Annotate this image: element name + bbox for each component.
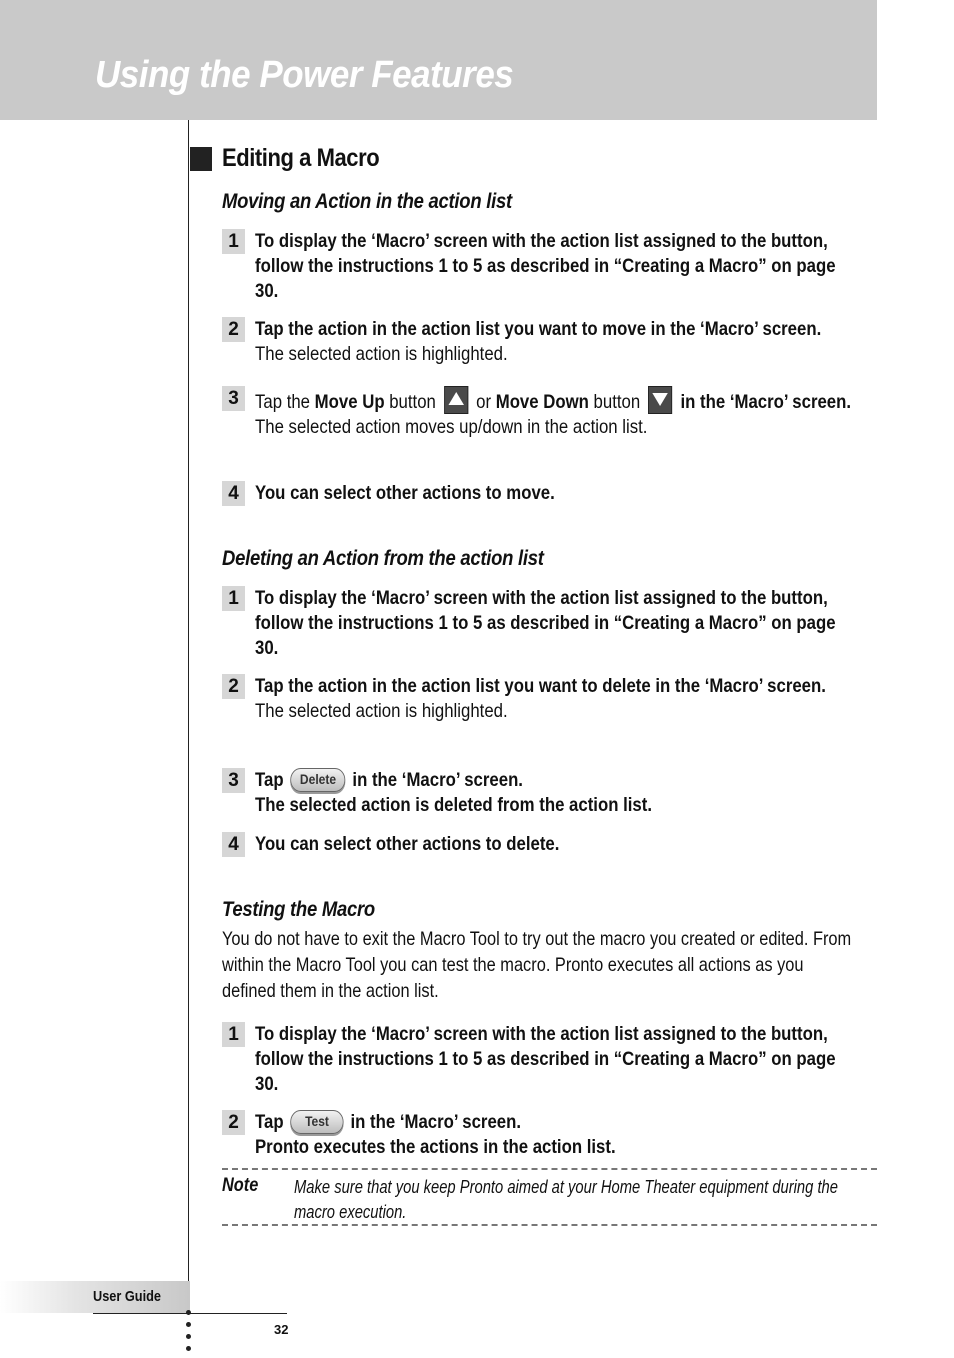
step-text: To display the ‘Macro’ screen with the action list assigned to the button, follow the instructions 1 to 5 as described in “Creating a Macro” on page 30.: [255, 587, 836, 659]
subheading-testing: Testing the Macro: [222, 898, 375, 921]
step-number: 1: [222, 1022, 245, 1047]
note-divider-bottom: [222, 1224, 877, 1226]
step-text: [255, 768, 895, 793]
step-body: [255, 674, 848, 724]
step-number: 4: [222, 481, 245, 506]
step-result: The selected action is deleted from the action list.: [255, 794, 652, 816]
step-text-part: in the ‘Macro’ screen.: [350, 1111, 522, 1133]
test-button: Test: [290, 1110, 343, 1134]
note-text: Make sure that you keep Pronto aimed at your Home Theater equipment during the macro execution.: [294, 1177, 838, 1222]
step-result: Pronto executes the actions in the action list.: [255, 1136, 616, 1158]
note-divider-top: [222, 1168, 877, 1170]
step-text: To display the ‘Macro’ screen with the action list assigned to the button, follow the instructions 1 to 5 as described in “Creating a Macro” on page 30.: [255, 230, 836, 302]
move-up-icon: [444, 386, 468, 414]
delete-button: Delete: [290, 768, 345, 792]
step-text-part: Tap: [255, 769, 284, 791]
step-number: 2: [222, 317, 245, 342]
section-marker: [190, 147, 212, 171]
testing-intro: You do not have to exit the Macro Tool to try out the macro you created or edited. From within the Macro Tool you can test the macro. Pronto executes all actions as you defined them in the action list.: [222, 928, 852, 1002]
section-title: Editing a Macro: [222, 144, 380, 172]
subheading-moving: Moving an Action in the action list: [222, 190, 512, 213]
step-number: 1: [222, 229, 245, 254]
page-number: 32: [274, 1322, 289, 1337]
step-text: To display the ‘Macro’ screen with the action list assigned to the button, follow the instructions 1 to 5 as described in “Creating a Macro” on page 30.: [255, 1023, 836, 1095]
step-number: 1: [222, 586, 245, 611]
step-text: [255, 386, 874, 415]
step-body: [255, 1110, 895, 1160]
move-up-label: Move Up: [314, 391, 385, 413]
margin-rule: [188, 120, 189, 1315]
step-result: The selected action is highlighted.: [255, 343, 508, 365]
page-header-title: Using the Power Features: [95, 54, 514, 96]
step-body: [255, 768, 895, 818]
step-text: Tap the action in the action list you want to delete in the ‘Macro’ screen.: [255, 675, 826, 697]
step-number: 3: [222, 768, 245, 793]
step-text: [255, 1110, 895, 1135]
step-text-part: button: [384, 391, 441, 413]
step-body: [255, 317, 895, 367]
step-text-part: Tap: [255, 1111, 284, 1133]
step-text: You can select other actions to delete.: [255, 833, 560, 855]
step-body: [255, 386, 874, 440]
step-text: You can select other actions to move.: [255, 482, 555, 504]
step-text-part: in the ‘Macro’ screen.: [352, 769, 523, 791]
footer-dots: [186, 1310, 191, 1358]
note-label: Note: [222, 1175, 259, 1196]
step-result: The selected action moves up/down in the action list.: [255, 416, 648, 438]
footer-label: User Guide: [93, 1288, 162, 1305]
step-number: 4: [222, 832, 245, 857]
step-number: 2: [222, 674, 245, 699]
step-text: Tap the action in the action list you want to move in the ‘Macro’ screen.: [255, 318, 822, 340]
step-text-part: button: [588, 391, 645, 413]
move-down-label: Move Down: [495, 391, 589, 413]
step-text-part: Tap the: [255, 391, 315, 413]
move-down-icon: [648, 386, 672, 414]
step-number: 3: [222, 386, 245, 411]
step-result: The selected action is highlighted.: [255, 700, 508, 722]
step-number: 2: [222, 1110, 245, 1135]
step-text-part: in the ‘Macro’ screen.: [675, 391, 852, 413]
step-text-part: or: [471, 391, 496, 413]
subheading-deleting: Deleting an Action from the action list: [222, 547, 544, 570]
